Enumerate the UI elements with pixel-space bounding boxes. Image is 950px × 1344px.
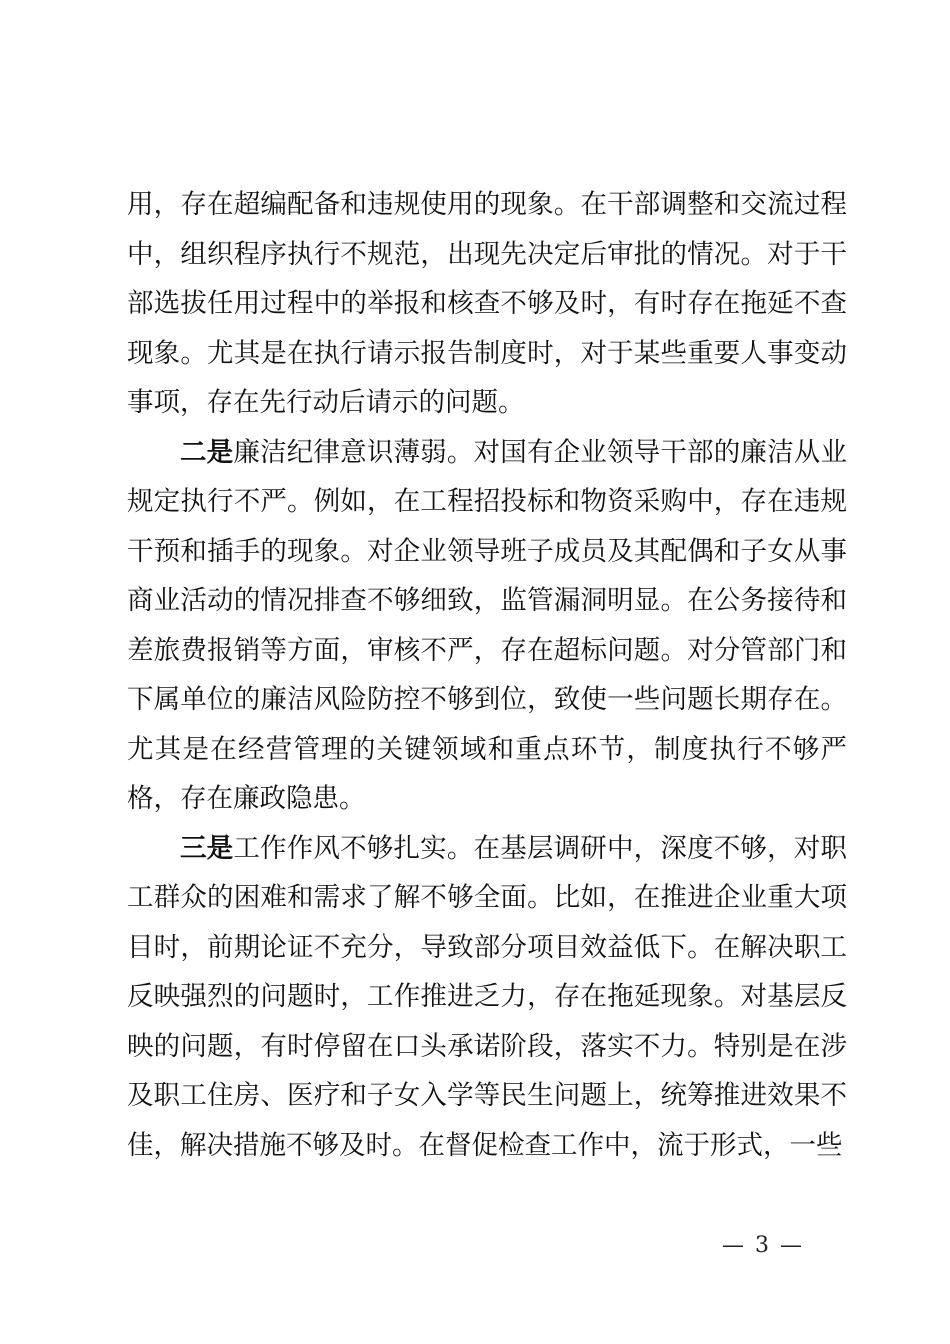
paragraph-3 (127, 824, 847, 1171)
paragraph-2-lead: 二是 (180, 436, 234, 468)
paragraph-2 (127, 428, 847, 824)
page-number: — 3 — (722, 1233, 804, 1258)
paragraph-3-lead: 三是 (180, 832, 234, 864)
paragraph-2-text: 廉洁纪律意识薄弱。对国有企业领导干部的廉洁从业规定执行不严。例如，在工程招投标和物资采购中，存在违规干预和插手的现象。对企业领导班子成员及其配偶和子女从事商业活动的情况排查不够细致，监管漏洞明显。在公务接待和差旅费报销等方面，审核不严，存在超标问题。对分管部门和下属单位的廉洁风险防控不够到位，致使一些问题长期存在。尤其是在经营管理的关键领域和重点环节，制度执行不够严格，存在廉政隐患。 (127, 436, 847, 814)
paragraph-1 (127, 180, 847, 428)
document-body (127, 180, 847, 1170)
paragraph-3-text: 工作作风不够扎实。在基层调研中，深度不够，对职工群众的困难和需求了解不够全面。比如，在推进企业重大项目时，前期论证不充分，导致部分项目效益低下。在解决职工反映强烈的问题时，工作推进乏力，存在拖延现象。对基层反映的问题，有时停留在口头承诺阶段，落实不力。特别是在涉及职工住房、医疗和子女入学等民生问题上，统筹推进效果不佳，解决措施不够及时。在督促检查工作中，流于形式，一些 (127, 832, 847, 1161)
paragraph-1-text: 用，存在超编配备和违规使用的现象。在干部调整和交流过程中，组织程序执行不规范，出现先决定后审批的情况。对于干部选拔任用过程中的举报和核查不够及时，有时存在拖延不查现象。尤其是在执行请示报告制度时，对于某些重要人事变动事项，存在先行动后请示的问题。 (127, 189, 847, 418)
